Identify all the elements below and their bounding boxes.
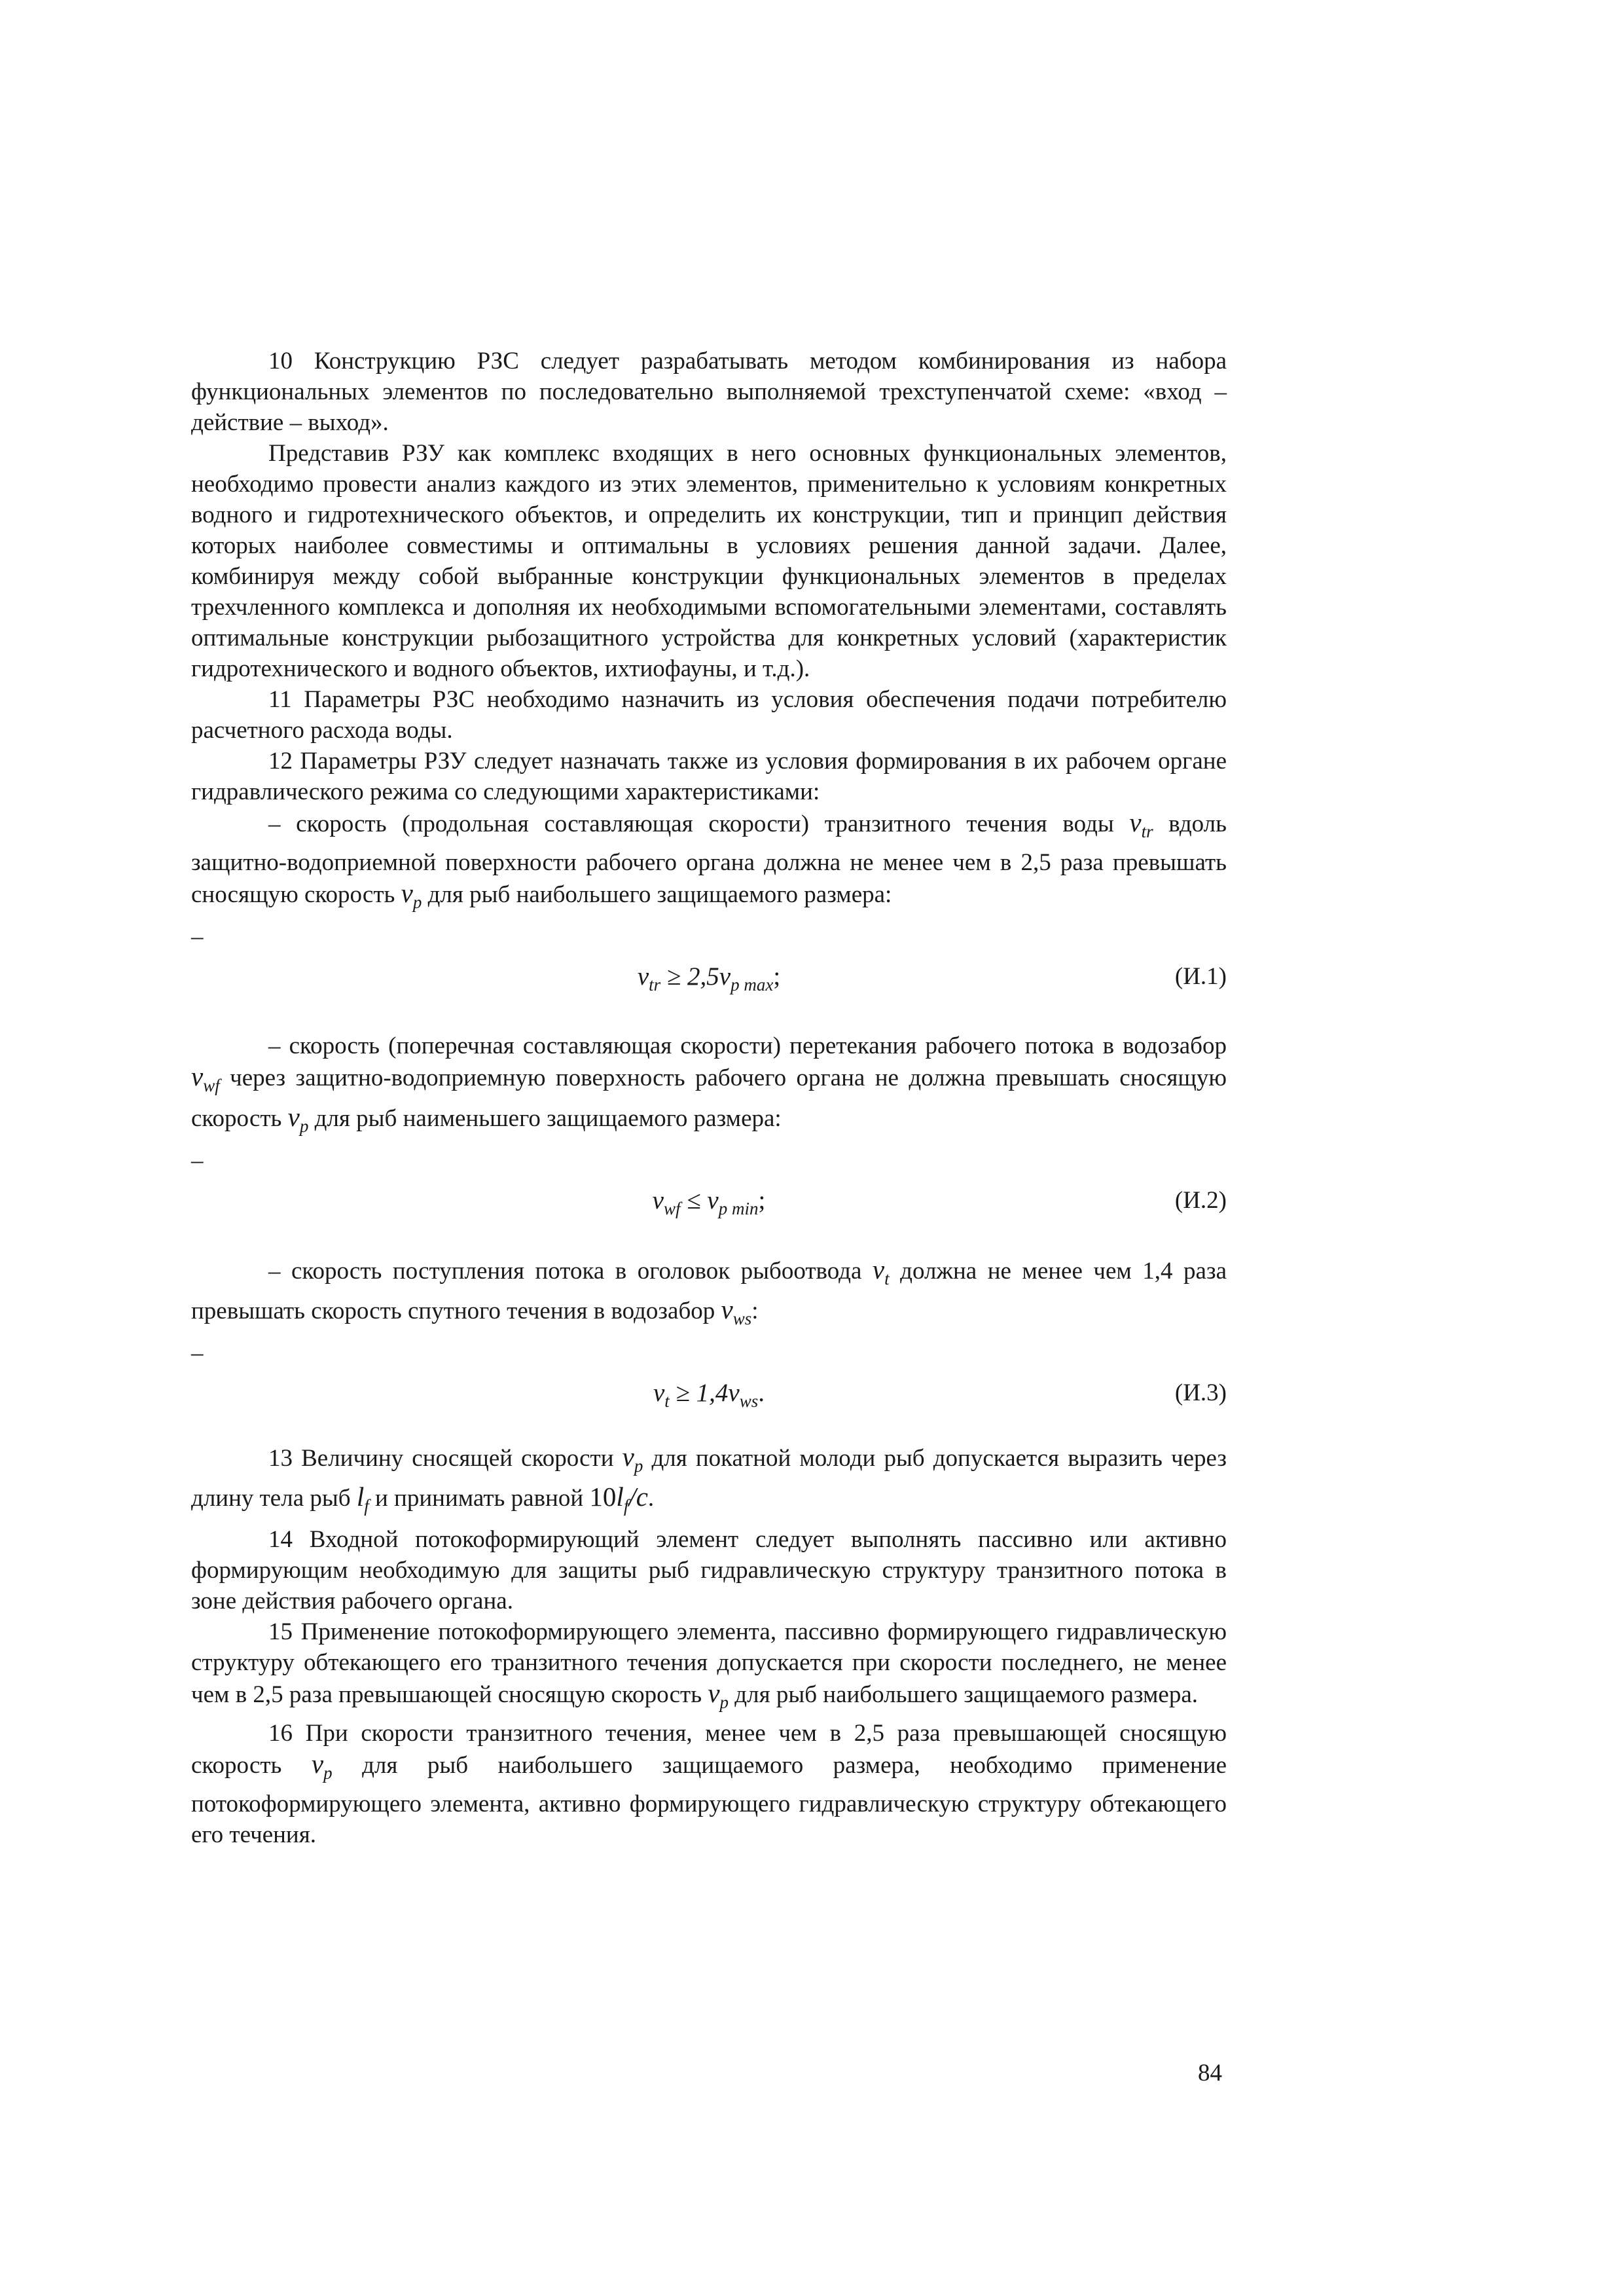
expression-10-lf-c: $10l_f/c$ — [589, 1482, 648, 1516]
variable-v-p: $v_p$ — [622, 1442, 643, 1476]
formula-i3-expression: $v_t \ge 1,4v_{ws}$. — [653, 1379, 765, 1411]
formula-i2-expression: $v_{wf} \le v_{p min}$; — [652, 1186, 766, 1218]
paragraph-12: 12 Параметры РЗУ следует назначать также из условия формирования в их рабочем органе гидравлического режима со следующими характеристиками: — [191, 748, 1227, 805]
paragraph-14: 14 Входной потокоформирующий элемент следует выполнять пассивно или активно формирующим необходимую для защиты рыб гидравлическую структуру транзитного потока в зоне действия рабочего органа. — [191, 1525, 1227, 1614]
list-item-transit-velocity — [191, 807, 1227, 918]
item1-text-c: для рыб наибольшего защищаемого размера: — [427, 881, 892, 909]
paragraph-11: 11 Параметры РЗС необходимо назначить из условия обеспечения подачи потребителю расчетного расхода воды. — [191, 686, 1227, 744]
variable-v-tr: $v_{tr}$ — [1129, 807, 1153, 842]
variable-v-p: $v_p$ — [311, 1748, 333, 1783]
paragraph-10-continued: Представив РЗУ как комплекс входящих в него основных функциональных элементов, необходимо провести анализ каждого из этих элементов, применительно к условиям конкретных водного и гидротехнического объектов, и определить их конструкции, тип и принцип действия которых наиболее совместимы и оптимальны в условиях решения данной задачи. Далее, комбинируя между собой выбранные конструкции функциональных элементов в пределах трехчленного комплекса и дополняя их необходимыми вспомогательными элементами, составлять оптимальные конструкции рыбозащитного устройства для конкретных условий (характеристик гидротехнического и водного объектов, ихтиофауны, и т.д.). — [191, 440, 1227, 682]
item2-text-b: через защитно-водоприемную поверхность рабочего органа не должна превышать сносящую скорость — [191, 1065, 1227, 1132]
variable-v-p: $v_p$ — [708, 1677, 729, 1712]
page-number: 84 — [1198, 2060, 1222, 2086]
variable-v-ws: $v_{ws}$ — [721, 1294, 752, 1329]
dash-marker: – — [191, 923, 204, 951]
equation-number-i2: (И.2) — [1174, 1186, 1227, 1214]
paragraph-15: 15 Применение потокоформирующего элемента, пассивно формирующего гидравлическую структуру обтекающего его транзитного течения допускается при скорости последнего, не менее чем в 2,5 раза превышающей сносящую скорость $v_p$ для рыб наибольшего защищаемого размера. — [191, 1618, 1227, 1712]
list-item-bypass-velocity — [191, 1254, 1227, 1334]
variable-v-wf: $v_{wf}$ — [191, 1061, 220, 1096]
item2-text-c: для рыб наименьшего защищаемого размера: — [314, 1104, 782, 1132]
paragraph-13: 13 Величину сносящей скорости $v_p$ для покатной молоди рыб допускается выразить через длину тела рыб $l_f$ и принимать равной $10l_f/c$. — [191, 1442, 1227, 1516]
list-item-crossflow-velocity — [191, 1030, 1227, 1141]
dash-marker: – — [191, 1146, 204, 1174]
formula-i2 — [191, 1182, 1227, 1220]
formula-i1 — [191, 958, 1227, 996]
equation-number-i3: (И.3) — [1174, 1379, 1227, 1407]
variable-l-f: $l_f$ — [356, 1482, 369, 1516]
equation-number-i1: (И.1) — [1174, 963, 1227, 991]
item2-text-a: – скорость (поперечная составляющая скорости) перетекания рабочего потока в водозабор — [268, 1032, 1227, 1060]
variable-v-p: $v_p$ — [287, 1101, 309, 1136]
item1-text-a: – скорость (продольная составляющая скорости) транзитного течения воды — [268, 811, 1114, 837]
variable-v-t: $v_t$ — [872, 1254, 890, 1288]
paragraph-10: 10 Конструкцию РЗС следует разрабатывать методом комбинирования из набора функциональных элементов по последовательно выполняемой трехступенчатой схеме: «вход – действие – выход». — [191, 348, 1227, 436]
formula-i1-expression: $v_{tr} \ge 2,5v_{p max}$; — [637, 962, 781, 995]
item3-text-b: должна не менее чем 1,4 раза превышать скорость спутного течения в водозабор — [191, 1257, 1227, 1324]
paragraph-16: 16 При скорости транзитного течения, менее чем в 2,5 раза превышающей сносящую скорость $v_p$ для рыб наибольшего защищаемого размера, необходимо применение потокоформирующего элемента, активно формирующего гидравлическую структуру обтекающего его течения. — [191, 1719, 1227, 1848]
formula-i3 — [191, 1375, 1227, 1413]
variable-v-p: $v_p$ — [401, 878, 422, 913]
item3-text-c: : — [751, 1297, 759, 1324]
dash-marker: – — [191, 1339, 204, 1367]
item1-text-b: вдоль защитно-водоприемной поверхности рабочего органа должна не менее чем в 2,5 раза превышать сносящую скорость — [191, 811, 1227, 909]
item3-text-a: – скорость поступления потока в оголовок рыбоотвода — [268, 1257, 862, 1285]
document-body — [191, 346, 1227, 1850]
